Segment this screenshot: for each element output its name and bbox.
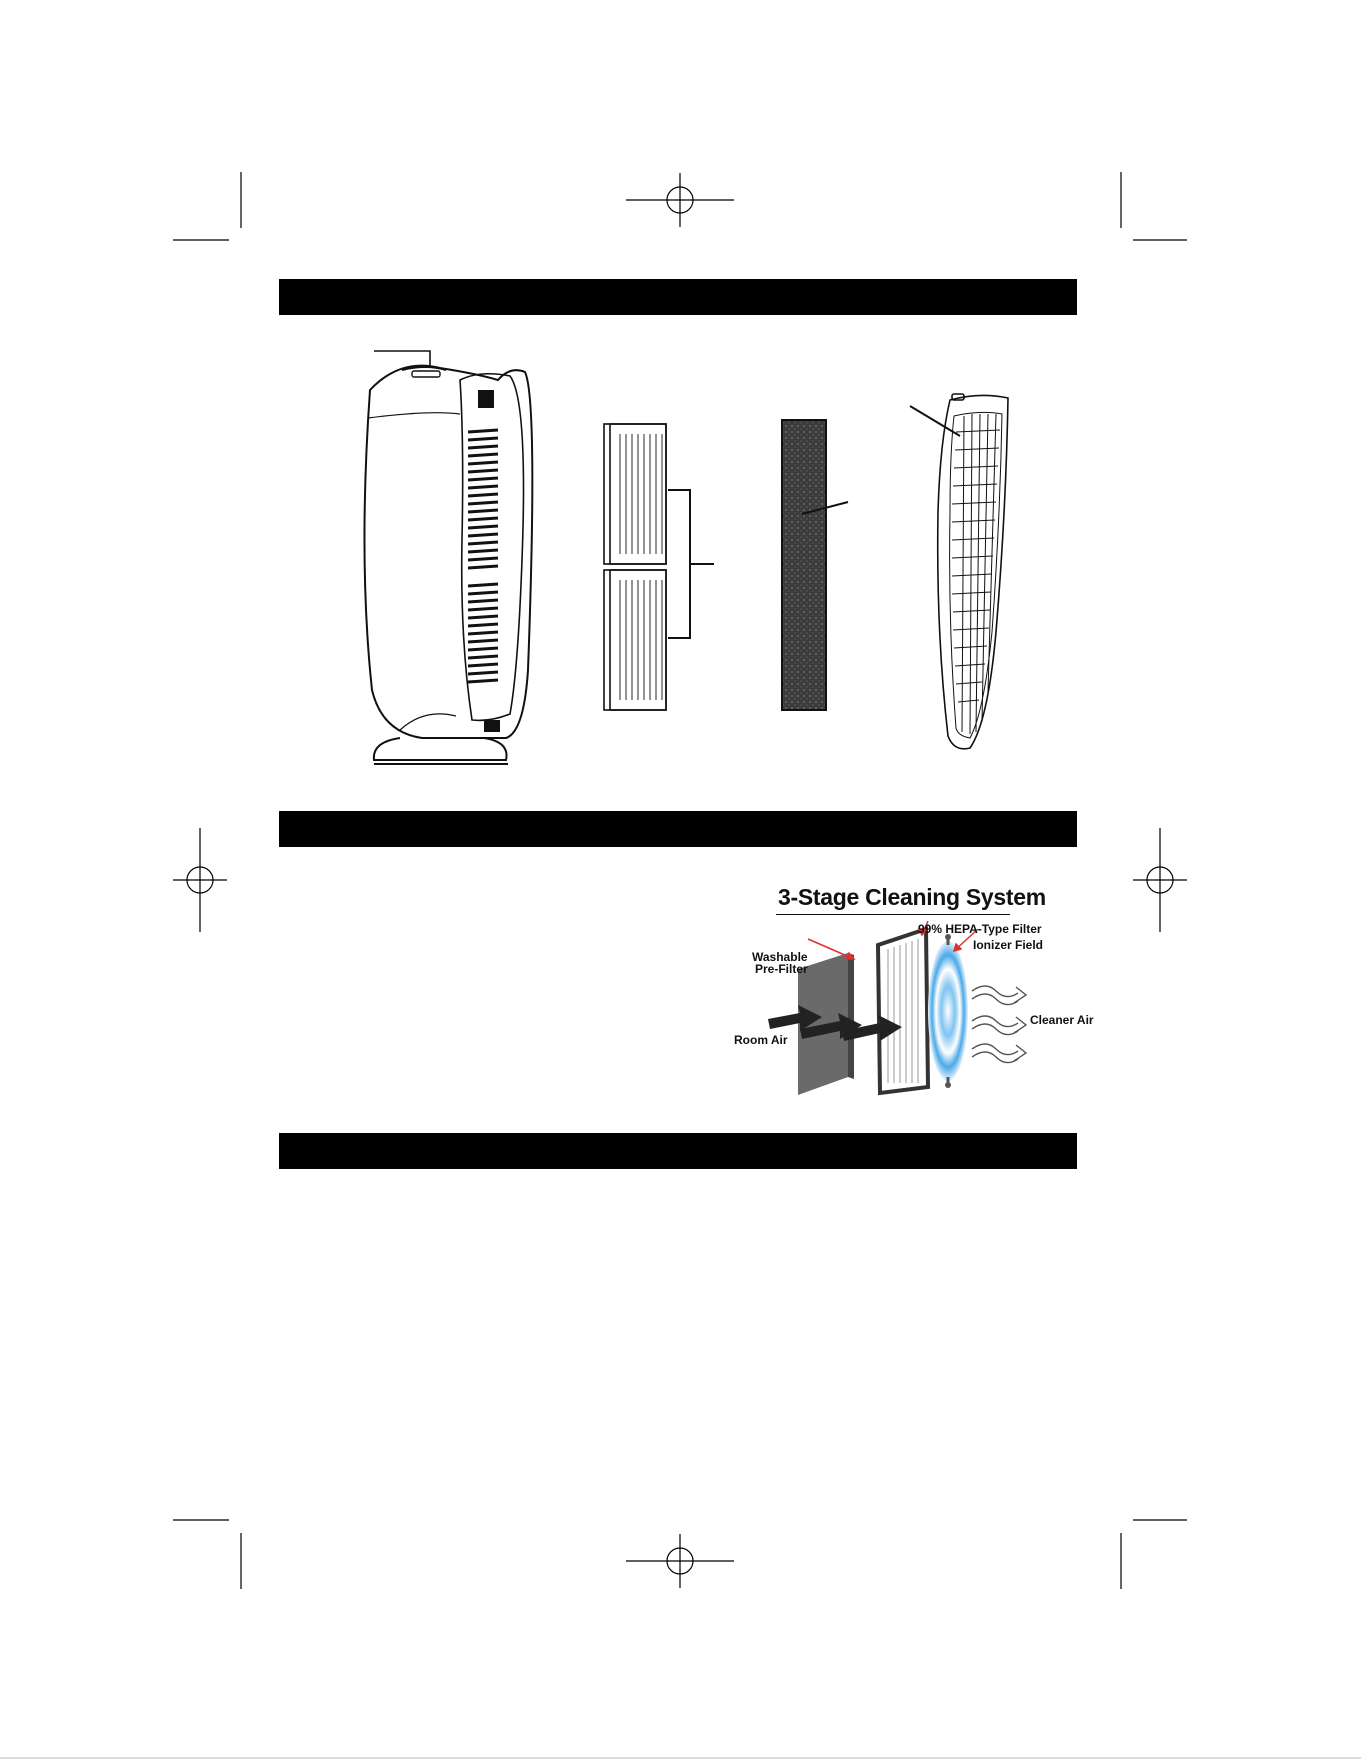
label-prefilter-line2: Pre-Filter: [755, 962, 808, 976]
air-purifier-tower-illustration: [360, 340, 560, 770]
label-prefilter-line1: Washable: [752, 950, 808, 964]
diagram-title-underline: [776, 914, 1010, 915]
registration-mark-right: [1133, 828, 1187, 932]
section-header-bar-1: [279, 279, 1077, 315]
label-cleaner-air: Cleaner Air: [1030, 1013, 1094, 1027]
registration-mark-top: [626, 173, 734, 227]
hepa-filter-cartridges-illustration: [600, 420, 740, 710]
pre-filter-panel-illustration: [778, 418, 878, 708]
section-header-bar-2: [279, 811, 1077, 847]
section-header-bar-3: [279, 1133, 1077, 1169]
registration-mark-bottom: [626, 1534, 734, 1588]
diagram-title: 3-Stage Cleaning System: [778, 884, 1046, 910]
label-ionizer-field: Ionizer Field: [973, 938, 1044, 952]
label-room-air: Room Air: [734, 1033, 788, 1047]
label-hepa-filter: 99% HEPA-Type Filter: [918, 922, 1042, 936]
registration-mark-left: [173, 828, 227, 932]
front-grille-illustration: [900, 392, 1050, 752]
